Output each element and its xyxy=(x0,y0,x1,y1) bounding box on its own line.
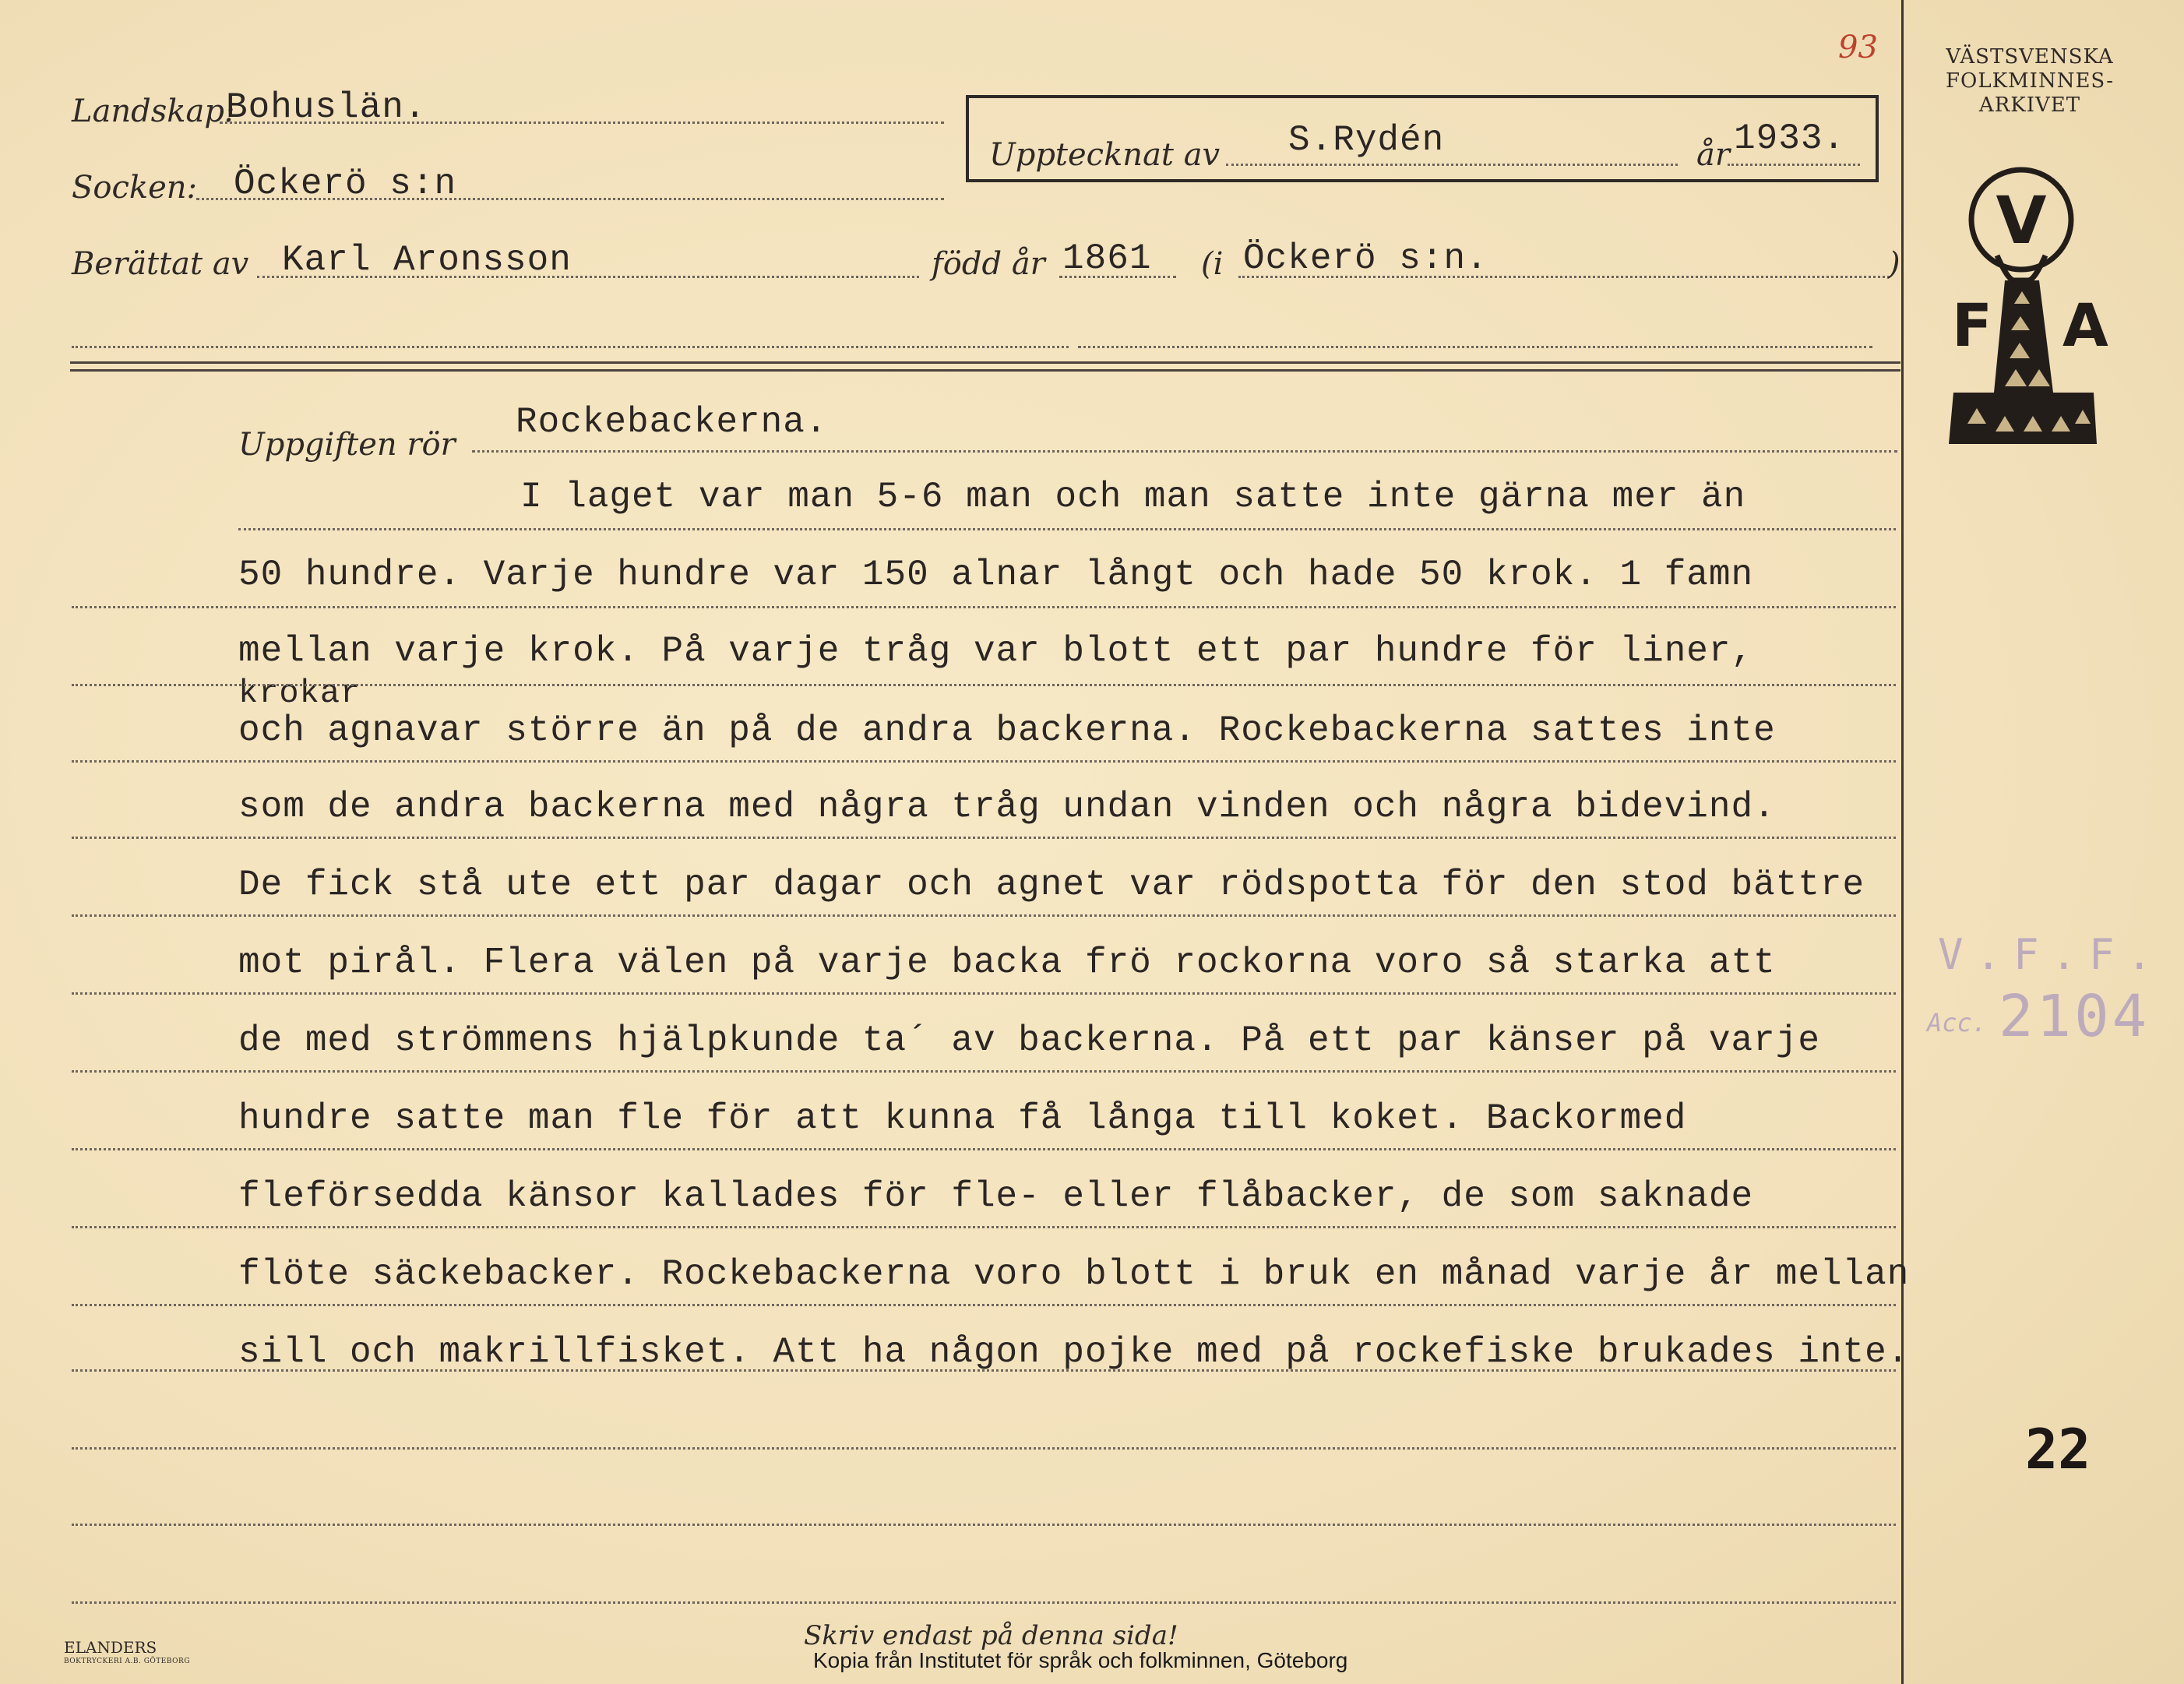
subject-value: Rockebackerna. xyxy=(516,402,828,442)
body-line-1: I laget var man 5-6 man och man satte inte gärna mer än xyxy=(520,477,1746,517)
rule-line-2 xyxy=(72,606,1896,608)
rule-line-1 xyxy=(238,528,1896,530)
body-line-11: flöte säckebacker. Rockebackerna voro blott i bruk en månad varje år mellan xyxy=(238,1254,1910,1295)
rule-line-10 xyxy=(72,1226,1896,1228)
rule-line-13 xyxy=(72,1447,1896,1450)
fodd-year: 1861 xyxy=(1062,238,1152,279)
rule-line-6 xyxy=(72,914,1896,917)
rule-line-4 xyxy=(72,760,1896,763)
fodd-place-open: (i xyxy=(1201,246,1224,282)
extra-line-right xyxy=(1078,346,1872,348)
fodd-year-line xyxy=(1059,276,1176,278)
uppteck-line xyxy=(1226,164,1678,166)
body-line-2: 50 hundre. Varje hundre var 150 alnar långt och hade 50 krok. 1 famn xyxy=(238,555,1754,595)
footer-instruction: Skriv endast på denna sida! xyxy=(804,1620,1178,1651)
body-line-5: som de andra backerna med några tråg undan vinden och några bidevind. xyxy=(238,787,1776,827)
margin-line xyxy=(1901,0,1904,1684)
subject-line xyxy=(472,450,1897,453)
fodd-label: född år xyxy=(932,246,1045,282)
body-line-9: hundre satte man fle för att kunna få långa till koket. Backormed xyxy=(238,1098,1687,1139)
socken-value: Öckerö s:n xyxy=(234,164,457,204)
copy-notice: Kopia från Institutet för språk och folkminnen, Göteborg xyxy=(813,1648,1348,1672)
body-line-4: och agnavar större än på de andra backerna. Rockebackerna sattes inte xyxy=(238,710,1776,751)
stamp-acc: Acc. xyxy=(1927,1008,1988,1038)
body-line-12: sill och makrillfisket. Att ha någon pojke med på rockefiske brukades inte. xyxy=(238,1332,1910,1372)
body-line-8: de med strömmens hjälpkunde ta´ av backerna. På ett par känser på varje xyxy=(238,1020,1820,1061)
printer-sub: BOKTRYCKERI A.B. GÖTEBORG xyxy=(64,1658,191,1665)
rule-line-7 xyxy=(72,992,1896,995)
archive-line-1: VÄSTSVENSKA xyxy=(1946,45,2114,69)
rule-line-8 xyxy=(72,1070,1896,1073)
rule-line-12 xyxy=(72,1369,1896,1372)
socken-line xyxy=(196,198,944,200)
logo-letter-a: A xyxy=(2062,291,2108,360)
rule-line-3 xyxy=(72,684,1896,686)
body-line-7: mot pirål. Flera välen på varje backa frö rockorna voro så starka att xyxy=(238,942,1776,983)
subject-label: Uppgiften rör xyxy=(238,427,456,463)
corner-number: 93 xyxy=(1838,30,1878,65)
archive-name xyxy=(1913,45,2147,118)
logo-letter-v: V xyxy=(1996,182,2047,259)
vfa-hammer-logo xyxy=(1930,164,2133,460)
archive-line-2: FOLKMINNES- xyxy=(1946,69,2114,93)
printer-mark xyxy=(64,1640,190,1668)
rule-line-11 xyxy=(72,1304,1896,1306)
berattat-value: Karl Aronsson xyxy=(282,240,572,280)
body-line-6: De fick stå ute ett par dagar och agnet var rödspotta för den stod bättre xyxy=(238,865,1865,905)
stamp-vff: V.F.F. xyxy=(1938,930,2165,979)
fodd-place-line xyxy=(1238,276,1890,278)
fodd-place: Öckerö s:n. xyxy=(1243,238,1488,279)
berattat-label: Berättat av xyxy=(72,246,249,282)
uppteck-year-label: år xyxy=(1696,137,1730,173)
stamp-number: 2104 xyxy=(1999,983,2151,1050)
rule-line-15 xyxy=(72,1601,1896,1604)
body-line-3: mellan varje krok. På varje tråg var blott ett par hundre för liner, xyxy=(238,631,1754,671)
uppteck-year-line xyxy=(1728,164,1860,166)
printer-name: ELANDERS xyxy=(64,1638,157,1657)
header-rule-top xyxy=(70,361,1900,364)
page-number: 22 xyxy=(2025,1418,2091,1481)
socken-label: Socken: xyxy=(72,170,198,206)
berattat-line xyxy=(257,276,919,278)
rule-line-5 xyxy=(72,837,1896,839)
body-insertion: krokar xyxy=(238,675,361,712)
landskap-line xyxy=(220,122,944,124)
rule-line-9 xyxy=(72,1148,1896,1150)
extra-line-left xyxy=(72,346,1069,348)
archive-line-3: ARKIVET xyxy=(1978,93,2081,117)
fodd-place-close: ) xyxy=(1888,246,1900,282)
body-line-10: fleförsedda känsor kallades för fle- eller flåbacker, de som saknade xyxy=(238,1176,1754,1217)
rule-line-14 xyxy=(72,1524,1896,1526)
header-rule-bottom xyxy=(70,369,1900,372)
uppteck-value: S.Rydén xyxy=(1288,120,1445,160)
landskap-value: Bohuslän. xyxy=(226,87,427,128)
uppteck-label: Upptecknat av xyxy=(989,137,1221,173)
landskap-label: Landskap: xyxy=(72,93,235,129)
logo-letter-f: F xyxy=(1952,291,1992,360)
uppteck-year: 1933. xyxy=(1734,118,1846,159)
